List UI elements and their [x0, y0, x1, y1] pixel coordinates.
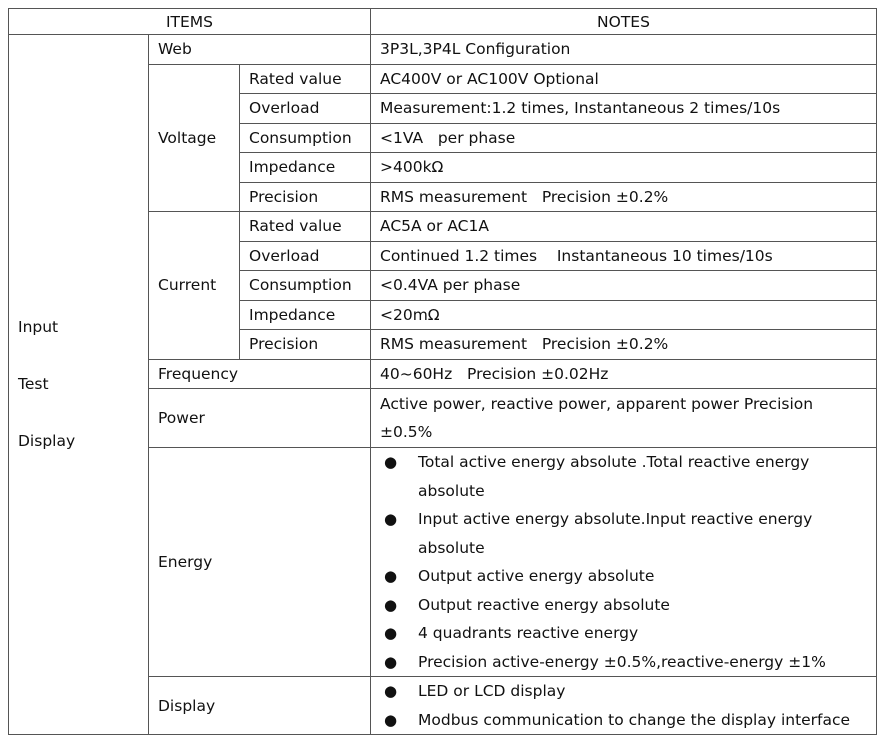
table-row [9, 35, 877, 65]
frequency-label: Frequency [149, 359, 371, 389]
web-label: Web [149, 35, 371, 65]
current-item: Overload [240, 241, 371, 271]
bullet-icon: ● [384, 595, 398, 614]
current-item: Precision [240, 330, 371, 360]
group-line-input: Input [18, 318, 59, 336]
bullet-icon: ● [384, 510, 398, 528]
current-note: RMS measurement Precision ±0.2% [371, 330, 877, 360]
display-label: Display [149, 677, 371, 735]
current-label: Current [149, 212, 240, 360]
bullet-icon: ● [384, 453, 398, 471]
current-note: AC5A or AC1A [371, 212, 877, 242]
list-item: ● Output reactive energy absolute [380, 591, 867, 620]
notes-header: NOTES [371, 9, 877, 35]
current-item: Rated value [240, 212, 371, 242]
voltage-note: AC400V or AC100V Optional [371, 64, 877, 94]
group-line-test: Test [18, 375, 49, 393]
voltage-item: Overload [240, 94, 371, 124]
current-note: <0.4VA per phase [371, 271, 877, 301]
voltage-item: Rated value [240, 64, 371, 94]
frequency-note: 40~60Hz Precision ±0.02Hz [371, 359, 877, 389]
bullet-icon: ● [384, 567, 398, 585]
bullet-icon: ● [384, 682, 398, 700]
bullet-icon: ● [384, 710, 398, 729]
current-note: <20mΩ [371, 300, 877, 330]
display-notes [371, 677, 877, 735]
current-item: Impedance [240, 300, 371, 330]
header-row [9, 9, 877, 35]
voltage-item: Precision [240, 182, 371, 212]
web-note: 3P3L,3P4L Configuration [371, 35, 877, 65]
list-item: ● 4 quadrants reactive energy [380, 619, 867, 648]
list-item: ● LED or LCD display [380, 677, 867, 706]
list-item: ● Modbus communication to change the display interface [380, 706, 867, 735]
voltage-note: >400kΩ [371, 153, 877, 183]
energy-label: Energy [149, 448, 371, 677]
power-label: Power [149, 389, 371, 448]
display-bullet-list [380, 677, 867, 734]
voltage-item: Consumption [240, 123, 371, 153]
group-cell [9, 35, 149, 735]
power-note: Active power, reactive power, apparent power Precision ±0.5% [371, 389, 877, 448]
voltage-label: Voltage [149, 64, 240, 212]
list-item: ● Output active energy absolute [380, 562, 867, 591]
current-note: Continued 1.2 times Instantaneous 10 times/10s [371, 241, 877, 271]
list-item: ● Input active energy absolute.Input reactive energy absolute [380, 505, 867, 562]
group-line-display: Display [18, 432, 76, 450]
voltage-note: <1VA per phase [371, 123, 877, 153]
voltage-note: RMS measurement Precision ±0.2% [371, 182, 877, 212]
spec-table [8, 8, 877, 735]
bullet-icon: ● [384, 652, 398, 671]
energy-bullet-list [380, 448, 867, 676]
list-item: ● Total active energy absolute .Total reactive energy absolute [380, 448, 867, 505]
voltage-note: Measurement:1.2 times, Instantaneous 2 times/10s [371, 94, 877, 124]
current-item: Consumption [240, 271, 371, 301]
voltage-item: Impedance [240, 153, 371, 183]
energy-notes [371, 448, 877, 677]
items-header: ITEMS [9, 9, 371, 35]
bullet-icon: ● [384, 624, 398, 642]
list-item: ● Precision active-energy ±0.5%,reactive-energy ±1% [380, 648, 867, 677]
